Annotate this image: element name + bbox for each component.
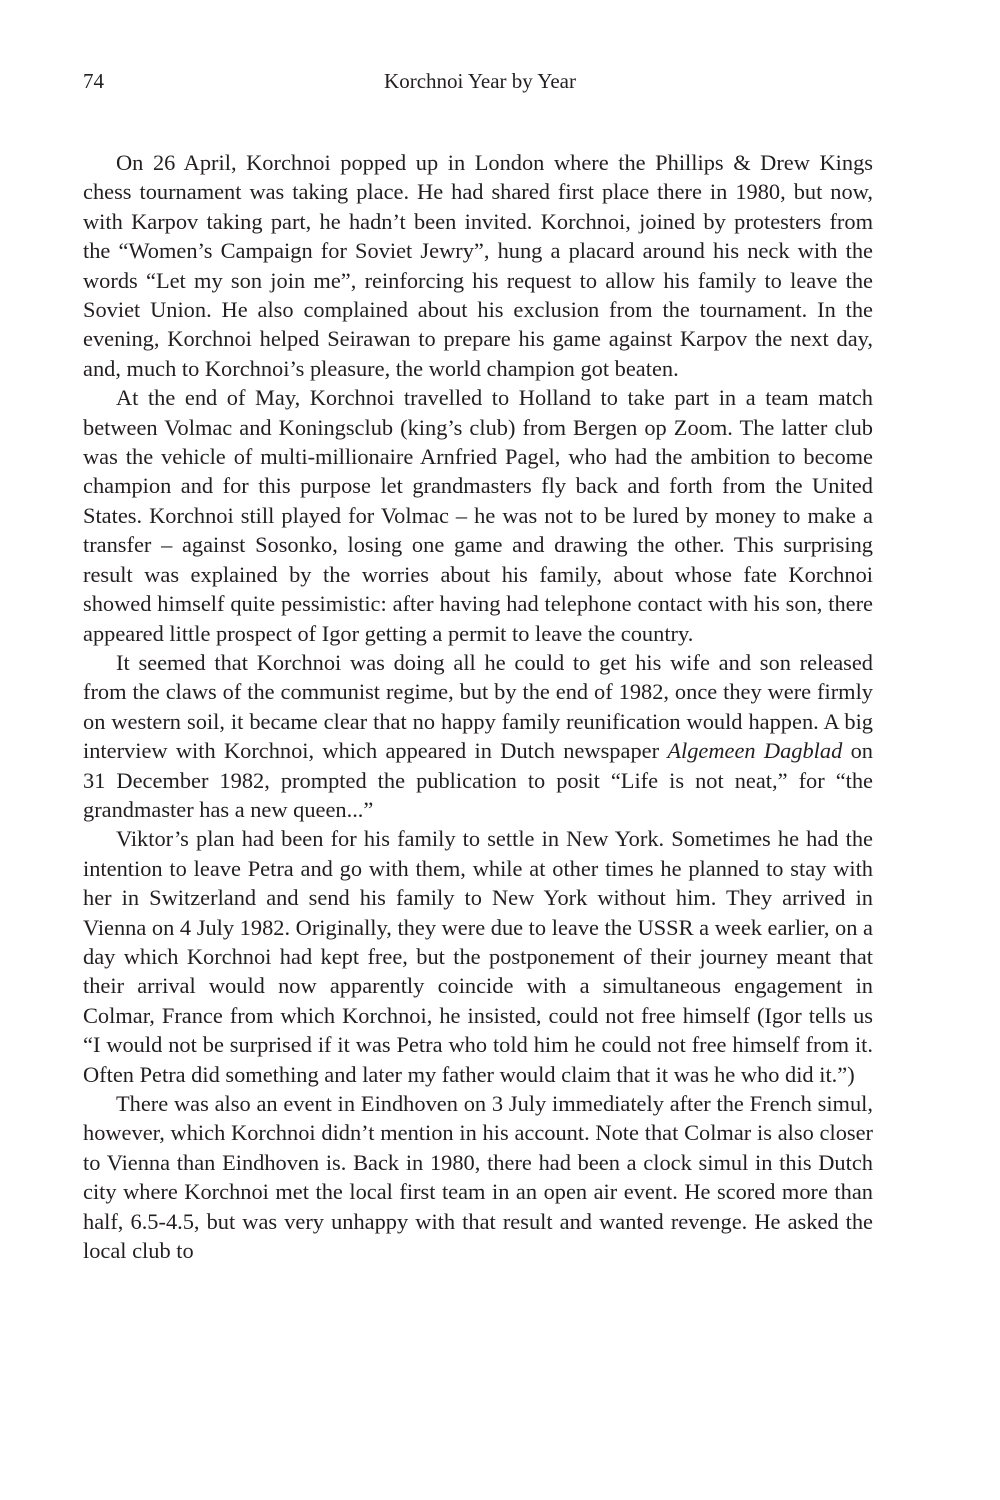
- paragraph-london-protest: On 26 April, Korchnoi popped up in London where the Phillips & Drew Kings chess tournament was taking place. He had shared first place there in 1980, but now, with Karpov taking part, he hadn’t been invited. Korchnoi, joined by protesters from the “Women’s Campaign for Soviet Jewry”, hung a placard around his neck with the words “Let my son join me”, reinforcing his request to allow his family to leave the Soviet Union. He also complained about his exclusion from the tournament. In the evening, Korchnoi helped Seirawan to prepare his game against Karpov the next day, and, much to Korchnoi’s pleasure, the world champion got beaten.: [83, 150, 873, 381]
- page-number: 74: [83, 69, 104, 93]
- paragraph-family-release: [83, 648, 873, 824]
- paragraph-text: on 31 December 1982, prompted the publication to posit “Life is not neat,” for “the grandmaster has a new queen...”: [83, 738, 873, 822]
- paragraph-eindhoven-event: There was also an event in Eindhoven on 3 July immediately after the French simul, however, which Korchnoi didn’t mention in his account. Note that Colmar is also closer to Vienna than Eindhoven is. Back in 1980, there had been a clock simul in this Dutch city where Korchnoi met the local first team in an open air event. He scored more than half, 6.5-4.5, but was very unhappy with that result and wanted revenge. He asked the local club to: [83, 1091, 873, 1264]
- body-text: [83, 148, 873, 1265]
- paragraph-text: It seemed that Korchnoi was doing all he could to get his wife and son released from the claws of the communist regime, but by the end of 1982, once they were firmly on western soil, it became clear that no happy family reunification would happen. A big interview with Korchnoi, which appeared in Dutch newspaper: [83, 649, 873, 764]
- newspaper-title: Algemeen Dagblad: [667, 738, 843, 764]
- paragraph-new-york-plan: Viktor’s plan had been for his family to settle in New York. Sometimes he had the intention to leave Petra and go with them, while at other times he planned to stay with her in Switzerland and send his family to New York without him. They arrived in Vienna on 4 July 1982. Originally, they were due to leave the USSR a week earlier, on a day which Korchnoi had kept free, but the postponement of their journey meant that their arrival would now apparently coincide with a simultaneous engagement in Colmar, France from which Korchnoi, he insisted, could not free himself (Igor tells us “I would not be surprised if it was Petra who told him he could not free himself from it. Often Petra did something and later my father would claim that it was he who did it.”): [83, 826, 873, 1087]
- paragraph-holland-match: At the end of May, Korchnoi travelled to Holland to take part in a team match between Volmac and Koningsclub (king’s club) from Bergen op Zoom. The latter club was the vehicle of multi-millionaire Arnfried Pagel, who had the ambition to become champion and for this purpose let grandmasters fly back and forth from the United States. Korchnoi still played for Volmac – he was not to be lured by money to make a transfer – against Sosonko, losing one game and drawing the other. This surprising result was explained by the worries about his family, about whose fate Korchnoi showed himself quite pessimistic: after having had telephone contact with his son, there appeared little prospect of Igor getting a permit to leave the country.: [83, 385, 873, 646]
- running-title: Korchnoi Year by Year: [384, 69, 576, 93]
- page-header: [83, 66, 877, 96]
